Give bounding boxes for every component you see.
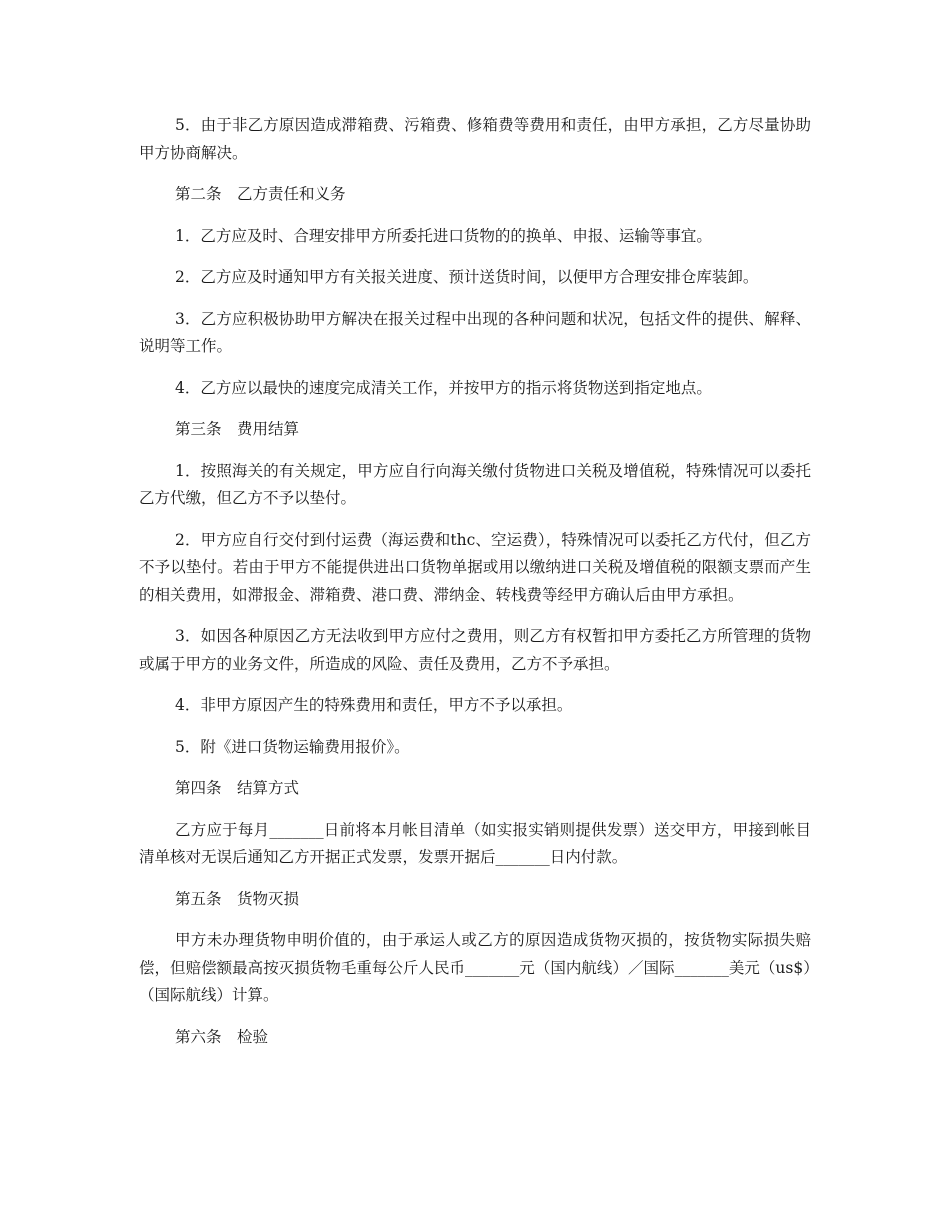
paragraph-demurrage: 5．由于非乙方原因造成滞箱费、污箱费、修箱费等费用和责任，由甲方承担，乙方尽量协助甲方协商解决。 — [139, 116, 811, 162]
paragraph-4-1: 乙方应于每月_______日前将本月帐目清单（如实报实销则提供发票）送交甲方，甲接到帐目清单核对无误后通知乙方开据正式发票，发票开据后_______日内付款。 — [139, 820, 811, 866]
heading-article-6: 第六条 检验 — [175, 1027, 269, 1046]
paragraph-2-2: 2．乙方应及时通知甲方有关报关进度、预计送货时间，以便甲方合理安排仓库装卸。 — [175, 268, 759, 286]
paragraph-2-3: 3．乙方应积极协助甲方解决在报关过程中出现的各种问题和状况，包括文件的提供、解释、说明等工作。 — [139, 309, 811, 355]
heading-article-4: 第四条 结算方式 — [175, 779, 300, 797]
heading-article-5: 第五条 货物灭损 — [175, 889, 300, 908]
paragraph-3-1: 1．按照海关的有关规定，甲方应自行向海关缴付货物进口关税及增值税，特殊情况可以委托乙方代缴，但乙方不予以垫付。 — [139, 461, 811, 507]
heading-article-2: 第二条 乙方责任和义务 — [175, 185, 346, 203]
paragraph-2-4: 4．乙方应以最快的速度完成清关工作，并按甲方的指示将货物送到指定地点。 — [175, 378, 712, 397]
document-page — [139, 112, 811, 1065]
paragraph-5-1: 甲方未办理货物申明价值的，由于承运人或乙方的原因造成货物灭损的，按货物实际损失赔偿，但赔偿额最高按灭损货物毛重每公斤人民币_______元（国内航线）／国际_______美元（us$）（国际航线）计算。 — [139, 931, 811, 1004]
paragraph-2-1: 1．乙方应及时、合理安排甲方所委托进口货物的的换单、申报、运输等事宜。 — [175, 226, 712, 245]
paragraph-3-3: 3．如因各种原因乙方无法收到甲方应付之费用，则乙方有权暂扣甲方委托乙方所管理的货物或属于甲方的业务文件，所造成的风险、责任及费用，乙方不予承担。 — [139, 627, 811, 673]
heading-article-3: 第三条 费用结算 — [175, 420, 300, 438]
paragraph-3-5: 5．附《进口货物运输费用报价》。 — [175, 737, 410, 756]
paragraph-3-2: 2．甲方应自行交付到付运费（海运费和thc、空运费），特殊情况可以委托乙方代付，但乙方不予以垫付。若由于甲方不能提供进出口货物单据或用以缴纳进口关税及增值税的限额支票而产生的相关费用，如滞报金、滞箱费、港口费、滞纳金、转栈费等经甲方确认后由甲方承担。 — [139, 530, 811, 604]
paragraph-3-4: 4．非甲方原因产生的特殊费用和责任，甲方不予以承担。 — [175, 696, 573, 714]
